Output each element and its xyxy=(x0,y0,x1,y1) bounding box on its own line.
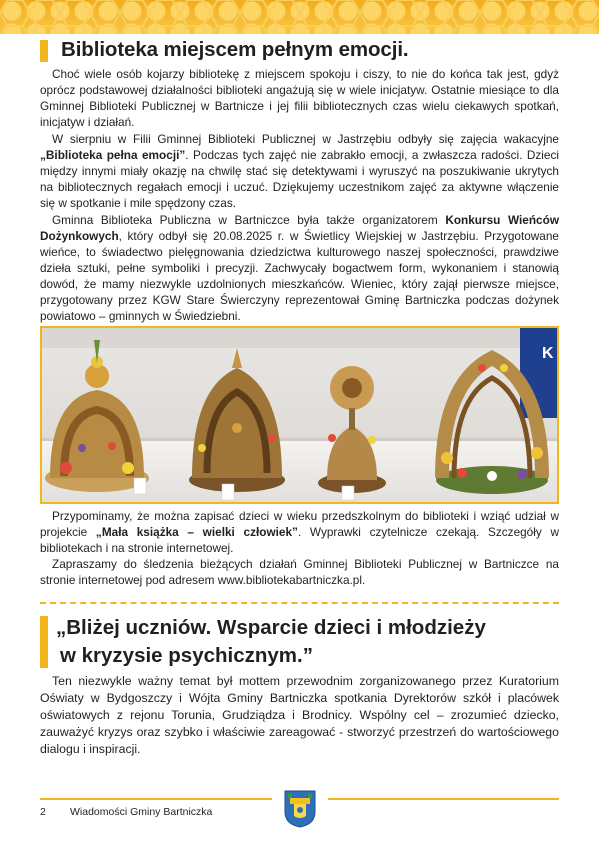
publication-name: Wiadomości Gminy Bartniczka xyxy=(70,806,213,818)
footer-rule-right xyxy=(328,798,559,800)
banner-letter: K xyxy=(542,345,554,362)
section-divider xyxy=(40,602,559,604)
article-title: Biblioteka miejscem pełnym emocji. xyxy=(61,38,409,61)
contest-name: Konkursu Wieńców Dożynkowych xyxy=(40,213,559,243)
article-paragraph-meeting: Ten niezwykle ważny temat był mottem przewodnim zorganizowanego przez Kuratorium Oświaty w Bydgoszczy i Wójta Gminy Bartniczka spotkania Dyrektorów szkół i placówek oświatowych z rejonu Torunia, Grudziądza i Brodnicy. Wspólny cel – zrozumieć dziecko, zauważyć kryzys oraz szybko i właściwie zareagować - stworzyć przestrzeń do wartościowego dialogu i inspiracji. xyxy=(40,674,559,756)
honeycomb-header-band xyxy=(0,0,599,34)
article-paragraph-website: Zapraszamy do śledzenia bieżących działań Gminnej Biblioteki Publicznej w Bartniczce na stronie internetowej pod adresem www.bibliotekabartniczka.pl. xyxy=(40,557,559,587)
title-accent-bar xyxy=(40,40,48,62)
project-name: „Mała książka – wielki człowiek” xyxy=(95,525,298,539)
article-paragraph-summer: W sierpniu w Filii Gminnej Biblioteki Publicznej w Jastrzębiu odbyły się zajęcia wakacyjne „Biblioteka pełna emocji”. Podczas tych zajęć nie zabrakło emocji, a zwłaszcza radości. Dzieci między innymi miały okazję na chwilę stać się detektywami i wyruszyć na poszukiwanie ukrytych na bibliotecznych regałach emocji i uczuć. Dziękujemy uczestnikom zajęć za aktywne włączenie się w spotkanie i mile spędzony czas. xyxy=(40,132,559,210)
article-paragraph-wreaths: Gminna Biblioteka Publiczna w Bartniczce była także organizatorem Konkursu Wieńców Dożynkowych, który odbył się 20.08.2025 r. w Świetlicy Wiejskiej w Jastrzębiu. Przygotowane wieńce, to świadectwo pielęgnowania dziedzictwa kulturowego naszej społeczności, prawdziwe dzieła sztuki, pełne symboliki i precyzji. Zachwycały bogactwem form, wykonaniem i stanowią dowód, że mamy niezwykle uzdolnionych mieszkańców. Wieniec, który zajął pierwsze miejsce, przygotowany przez KGW Stare Świerczyny reprezentował Gminę Bartniczka podczas dożynek powiatowo – gminnych w Świedziebni. xyxy=(40,213,559,323)
honeycomb-pattern-icon xyxy=(0,0,599,34)
article-title-2: „Bliżej uczniów. Wsparcie dzieci i młodzieży w kryzysie psychicznym.” xyxy=(56,616,486,667)
article-paragraph-project: Przypominamy, że można zapisać dzieci w wieku przedszkolnym do biblioteki i wziąć udział w projekcie „Mała książka – wielki człowiek”. Wyprawki czytelnicze czekają. Szczegóły w bibliotekach i na stronie internetowej. xyxy=(40,509,559,555)
title-accent-bar xyxy=(40,616,48,668)
page-number: 2 xyxy=(40,806,46,818)
harvest-wreaths-photo xyxy=(40,326,559,504)
municipal-coat-of-arms-icon xyxy=(284,790,316,828)
event-name: „Biblioteka pełna emocji” xyxy=(40,148,186,162)
footer-rule-left xyxy=(40,798,272,800)
article-paragraph-intro: Choć wiele osób kojarzy bibliotekę z miejscem spokoju i ciszy, to nie do końca tak jest, gdyż oprócz podstawowej działalności biblioteki angażują się w wiele inicjatyw. Ostatnie miesiące to dla Gminnej Biblioteki Publicznej w Bartnicze i jej filii bibliotecznych czas wielu ciekawych spotkań, inicjatyw i działań. xyxy=(40,67,559,129)
